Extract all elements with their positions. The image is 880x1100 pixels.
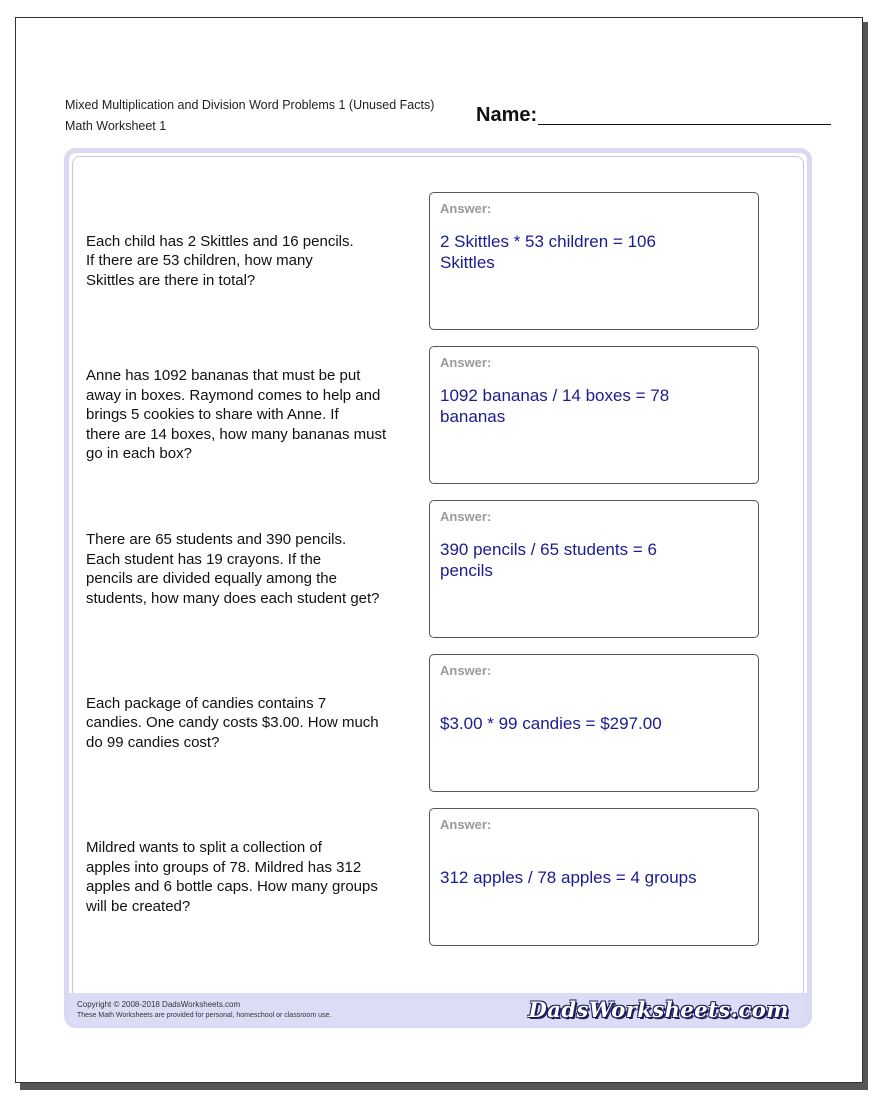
answer-text <box>440 385 740 427</box>
answer-label: Answer: <box>440 509 492 524</box>
answer-label: Answer: <box>440 201 492 216</box>
answer-label: Answer: <box>440 663 492 678</box>
answer-box <box>429 346 759 484</box>
copyright-text: Copyright © 2008-2018 DadsWorksheets.com <box>77 1000 241 1009</box>
question-line: do 99 candies cost? <box>86 733 220 751</box>
question-line: Each package of candies contains 7 <box>86 694 327 712</box>
problem-question <box>86 232 416 291</box>
answer-line: $3.00 * 99 candies = $297.00 <box>440 714 662 733</box>
answer-text <box>440 231 740 273</box>
answer-line: pencils <box>440 561 493 580</box>
question-line: Each child has 2 Skittles and 16 pencils. <box>86 232 354 250</box>
question-line: If there are 53 children, how many <box>86 252 313 270</box>
problem-question <box>86 838 416 916</box>
problem-question <box>86 694 416 753</box>
answer-line: bananas <box>440 407 506 426</box>
question-line: go in each box? <box>86 445 192 463</box>
question-line: pencils are divided equally among the <box>86 570 337 587</box>
answer-box <box>429 808 759 946</box>
question-line: There are 65 students and 390 pencils. <box>86 531 347 548</box>
footer <box>69 993 807 1025</box>
question-line: brings 5 cookies to share with Anne. If <box>86 406 339 424</box>
worksheet-page <box>15 17 863 1083</box>
answer-line: Skittles <box>440 253 495 272</box>
question-line: Anne has 1092 bananas that must be put <box>86 367 361 385</box>
problem-question <box>86 366 416 464</box>
answer-line: 390 pencils / 65 students = 6 <box>440 540 657 559</box>
answer-box <box>429 192 759 330</box>
question-line: Mildred wants to split a collection of <box>86 839 322 856</box>
question-line: away in boxes. Raymond comes to help and <box>86 386 381 404</box>
question-line: apples and 6 bottle caps. How many groups <box>86 878 378 895</box>
question-line: will be created? <box>86 897 191 915</box>
answer-text <box>440 539 740 581</box>
problem-question <box>86 530 416 608</box>
answer-text <box>440 867 740 888</box>
question-line: students, how many does each student get? <box>86 589 380 607</box>
question-line: apples into groups of 78. Mildred has 312 <box>86 858 362 876</box>
worksheet-subtitle: Math Worksheet 1 <box>65 119 167 133</box>
worksheet-title: Mixed Multiplication and Division Word Problems 1 (Unused Facts) <box>65 98 435 112</box>
question-line: candies. One candy costs $3.00. How much <box>86 714 379 732</box>
answer-line: 2 Skittles * 53 children = 106 <box>440 232 656 251</box>
answer-text <box>440 713 740 734</box>
answer-label: Answer: <box>440 355 492 370</box>
name-line <box>538 124 831 125</box>
answer-line: 1092 bananas / 14 boxes = 78 <box>440 386 670 405</box>
name-label: Name: <box>476 104 538 126</box>
answer-line: 312 apples / 78 apples = 4 groups <box>440 868 697 887</box>
answer-label: Answer: <box>440 817 492 832</box>
question-line: Skittles are there in total? <box>86 271 256 289</box>
usage-notice: These Math Worksheets are provided for personal, homeschool or classroom use. <box>77 1012 332 1019</box>
question-line: there are 14 boxes, how many bananas must <box>86 425 387 443</box>
question-line: Each student has 19 crayons. If the <box>86 550 322 568</box>
answer-box <box>429 500 759 638</box>
answer-box <box>429 654 759 792</box>
dadsworksheets-logo: DadsWorksheets.com <box>528 997 789 1022</box>
